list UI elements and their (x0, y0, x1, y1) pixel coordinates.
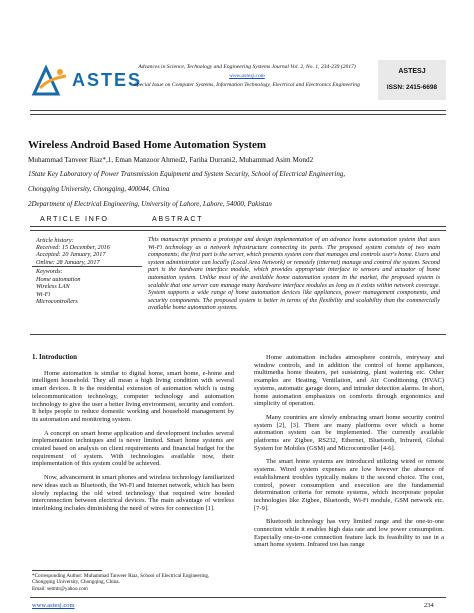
footer-url-link[interactable]: www.astesj.com (32, 602, 75, 609)
keywords-label: Keywords: (36, 268, 63, 275)
affiliation-1: 1State Key Laboratory of Power Transmission Equipment and System Security, School of Electrical Engineering, (28, 170, 346, 178)
history-online: Online: 28 January, 2017 (36, 258, 100, 266)
body-paragraph: A concept on smart home application and development includes several implementation techniques and is never limited. Smart home systems are created based on analysis on client requirements and financial budget for the requirement of system. With technologies available now, their implementation of this system could be achieved. (32, 429, 234, 468)
body-paragraph: The smart home systems are introduced utilizing wired or remote systems. Wired system expenses are low however the absence of establishment troubles typically makes it the second choice. The cost, control, power consumption and execution are the fundamental determination criteria for remote systems, which incorporate popular technologies like Zigbee, Bluetooth, Wi-Fi module, GSM network etc. [7-9]. (254, 458, 444, 512)
history-received: Received: 15 December, 2016 (36, 244, 110, 252)
body-paragraph: Home automation includes atmosphere controls, entryway and window controls, and in addition the control of home appliances, multimedia home theaters, pet sustaining, plant watering etc. Other examples are Heating, Ventilation, and Air Conditioning (HVAC) systems, automatic garage doors, and intruder detection alarms. In short, home automation emphasizes on comforts through ergonomics and simplicity of operation. (254, 354, 444, 408)
paper-title: Wireless Android Based Home Automation System (28, 139, 267, 151)
footnote-author: *Corresponding Author: Muhammad Tanveer Riaz, School of Electrical Engineering, Chongqing University, Chongqing, China. (32, 573, 210, 586)
info-rule-2 (30, 230, 446, 231)
history-accepted: Accepted: 20 January, 2017 (36, 251, 106, 259)
header-rule-top (30, 110, 446, 111)
body-right-column (254, 354, 444, 555)
footnote-rule (32, 570, 102, 571)
keyword: Wireless LAN (36, 283, 70, 290)
issn-box (378, 60, 446, 100)
article-info-heading: ARTICLE INFO (40, 214, 109, 223)
corresponding-author-footnote (32, 573, 232, 592)
special-issue: Special Issue on Computer Systems, Information Technology, Electrical and Electronics Engineering (134, 82, 360, 88)
section-heading: 1. Introduction (32, 353, 77, 361)
author-list: Muhammad Tanveer Riaz*,1, Eman Manzoor Ahmed2, Fariha Durrani2, Muhammad Asim Mond2 (28, 156, 314, 164)
footnote-email: Email: setmtr@yahoo.com (32, 585, 88, 592)
page-number: 234 (424, 602, 434, 609)
journal-abbrev: ASTESJ (398, 68, 426, 75)
affiliation-1-cont: Chongqing University, Chongqing, 400044, China (28, 185, 170, 193)
journal-url-link[interactable]: www.astesj.com (229, 73, 265, 79)
logo-wordmark: ASTES (72, 70, 143, 90)
abstract-heading: ABSTRACT (152, 214, 204, 223)
abstract-rule-bottom (30, 334, 446, 335)
history-label: Article history: (36, 237, 74, 244)
astes-logo-icon (30, 64, 68, 98)
keyword: Home automation (36, 275, 81, 283)
body-paragraph: Now, advancement in smart phones and wireless technology familiarized new ideas such as Bluetooth, the Wi-Fi and Internet network, which has been slowly replacing the old wired technology that required wire bonded interconnection between electrical devices. The main advantage of wireless interlinking includes diminishing the need of wires for connection [1]. (32, 474, 235, 512)
body-paragraph: Home automation is similar to digital home, smart home, e-home and intelligent household. They all mean a high living condition with several smart devices. It is the residential extension of automation which is using telecommunication technology, computer technology and automation technology to give the user a better living environment, security and comfort. It helps people to reduce domestic working and household management by its automation and monitoring system. (32, 369, 234, 423)
issn: ISSN: 2415-6698 (386, 84, 438, 91)
keyword: Microcontrollers (36, 298, 78, 305)
keyword: Wi-Fi (36, 290, 51, 298)
footer-rule (30, 597, 446, 598)
journal-line: Advances in Science, Technology and Engineering Systems Journal Vol. 2, No. 1, 234-239 (2017) (138, 64, 356, 70)
article-history (36, 237, 110, 266)
info-rule-top (30, 226, 446, 227)
abstract-text: This manuscript presents a prototype and design implementation of an advance home automation system that uses Wi-Fi technology as a network infrastructure connecting its parts. The proposed system consists of two main components; the first part is the server, which presents system core that manages and controls user's home. Users and system administrator can locally (Local Area Network) or remotely (internet) manage and control the system. Second part is the hardware interface module, which provides appropriate interface to sensors and actuator of home automation system. Unlike most of the available home automation system in the market, the proposed system is scalable that one server can manage many hardware interface modules as long as it exists within network coverage. System supports a wide range of home automation devices like appliances, power management components, and security components. The proposed system is better in terms of the flexibility and scalability than the commercially available home automation systems. (148, 236, 440, 312)
body-paragraph: Many countries are slowly embracing smart home security control system [2], [3]. There are many platforms over which a home automation system can be implemented. The currently available platforms are Zigbee, RS232, Ethernet, Bluetooth, Infrared, Global System for Mobiles (GSM) and Microcontroller [4-6]. (254, 413, 444, 452)
journal-info (112, 64, 382, 89)
body-paragraph: Bluetooth technology has very limited range and the one-to-one connection while it enables high data rate and low power consumption. Especially one-to-one connection feature lack its feasibility to use in a smart home system. Infrared too has range (254, 518, 444, 549)
body-left-column (32, 354, 234, 519)
header-rule-bottom (30, 114, 446, 115)
affiliation-2: 2Department of Electrical Engineering, University of Lahore, Lahore, 54000, Pakistan (28, 200, 272, 208)
keywords (36, 268, 81, 306)
